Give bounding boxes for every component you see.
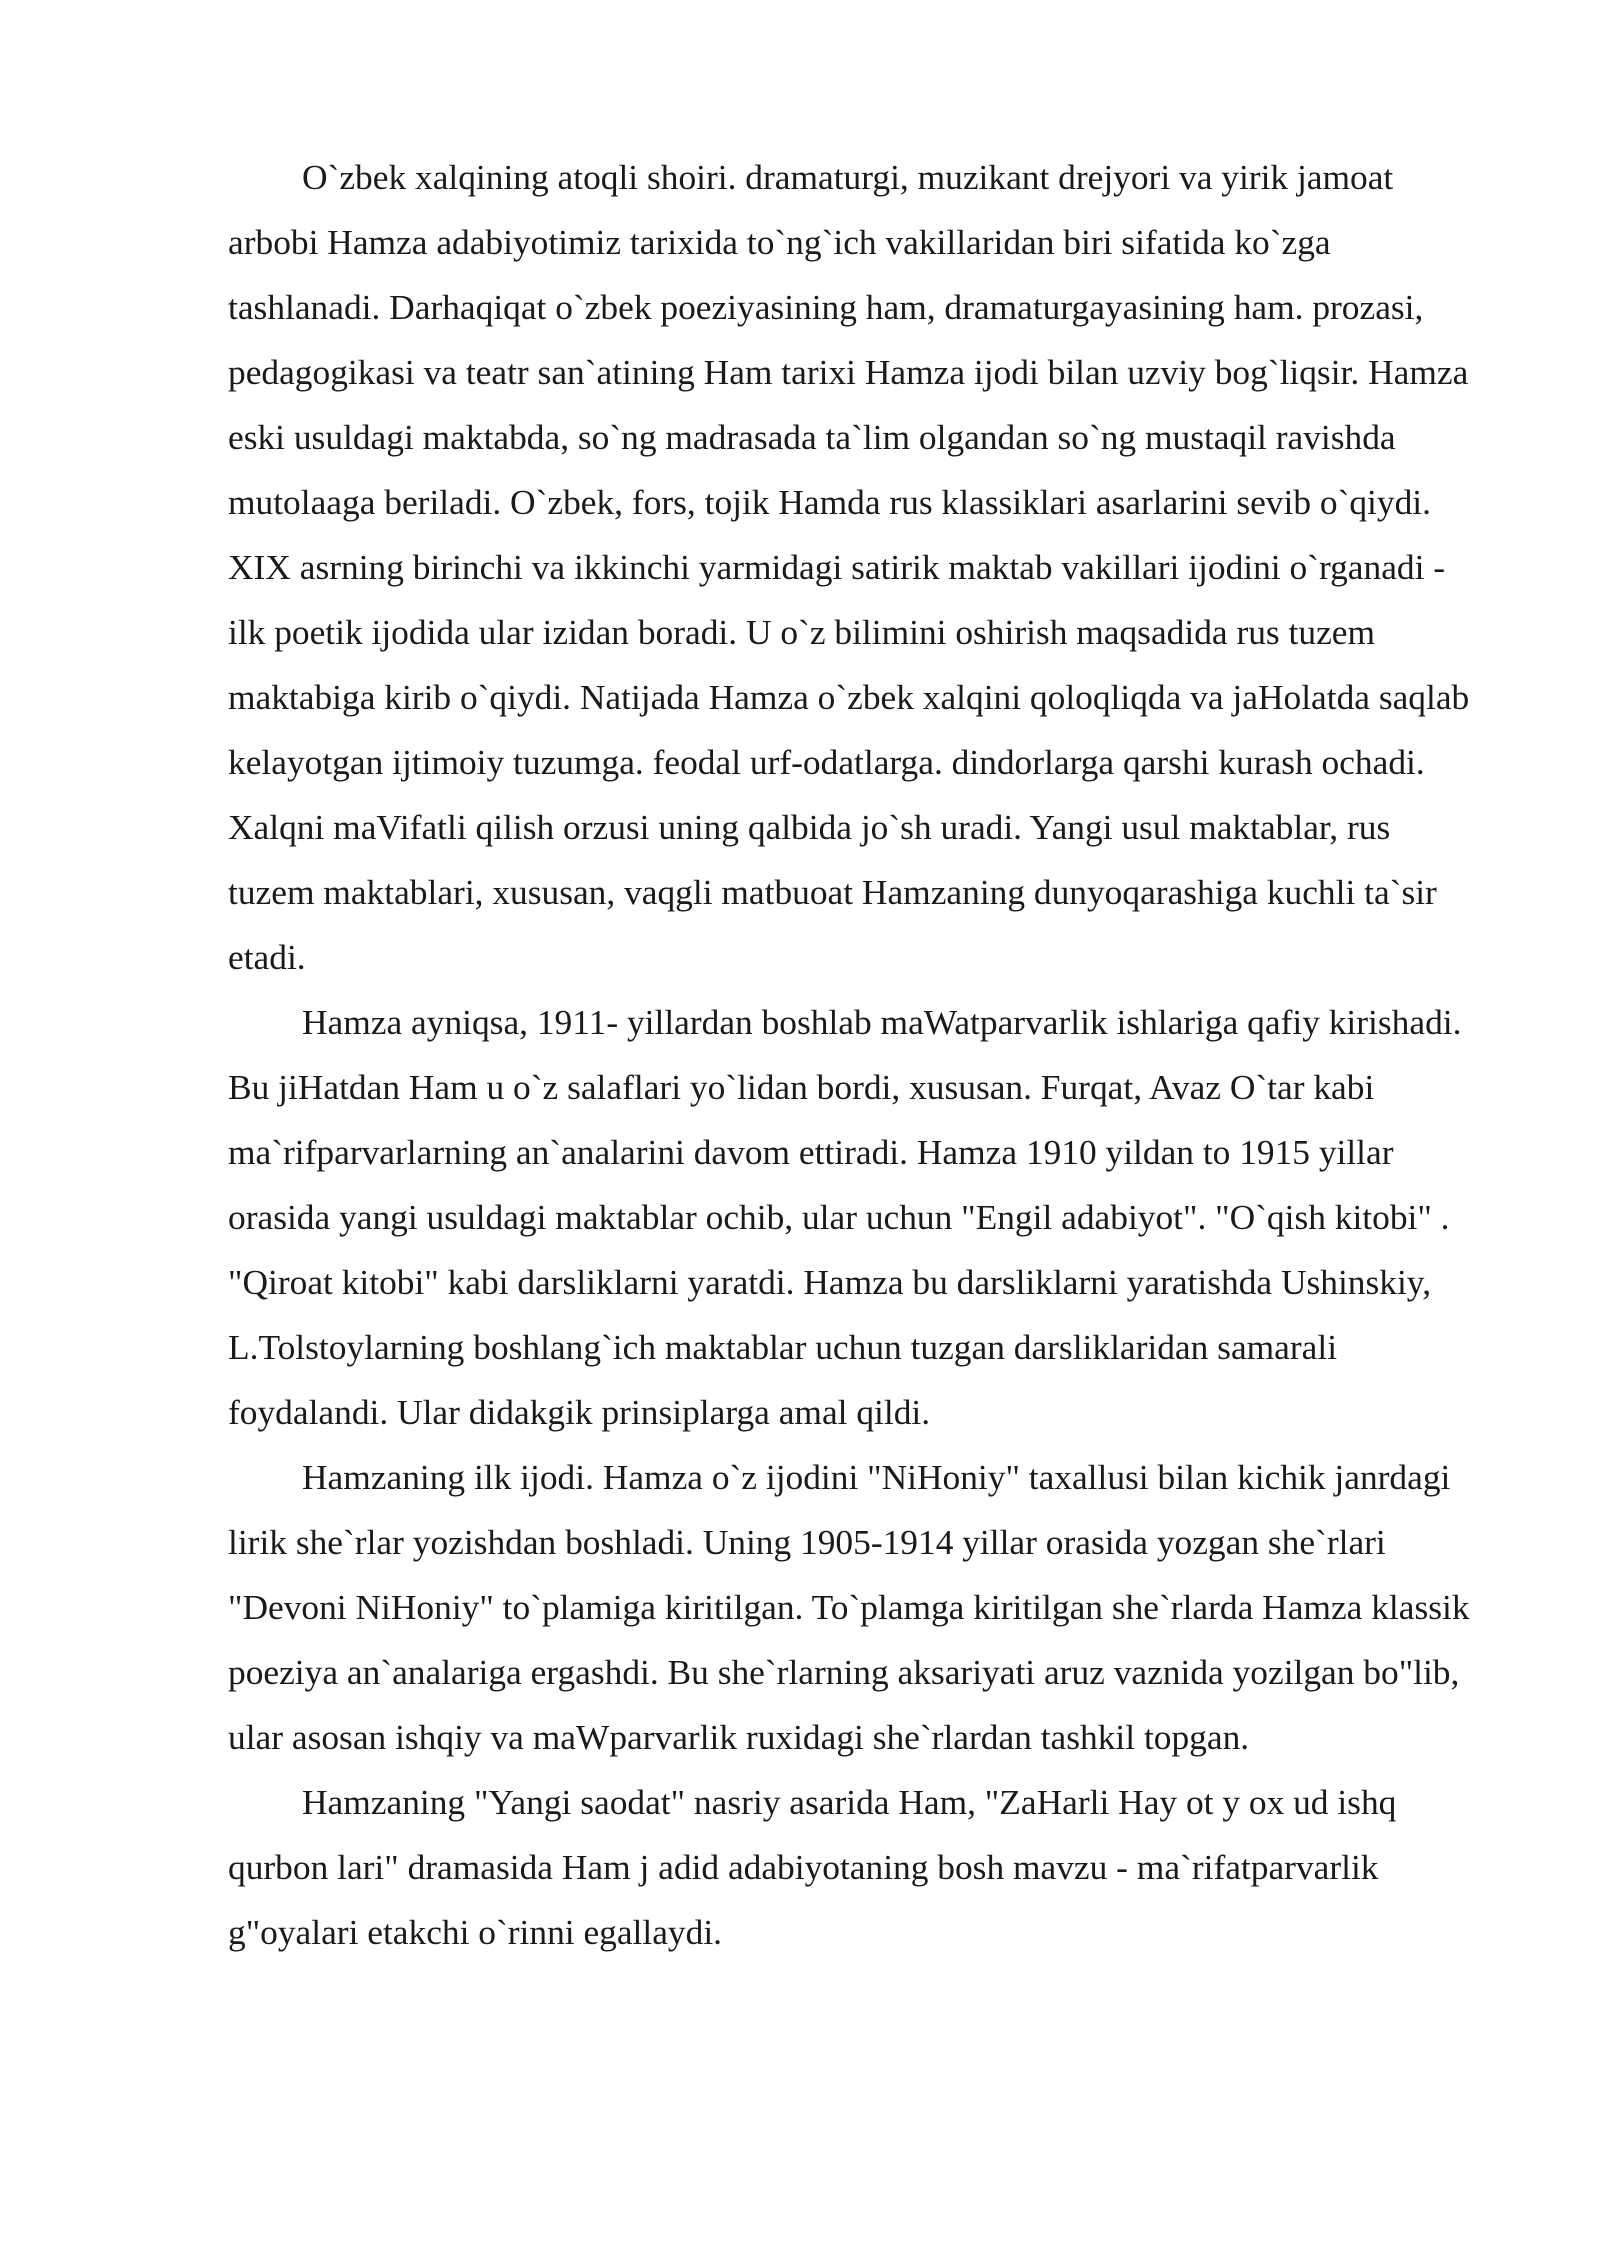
paragraph-hamza-introduction: O`zbek xalqining atoqli shoiri. dramaturgi, muzikant drejyori va yirik jamoat arbobi Hamza adabiyotimiz tarixida to`ng`ich vakillaridan biri sifatida ko`zga tashlanadi. Darhaqiqat o`zbek poeziyasining ham, dramaturgayasining ham. prozasi, pedagogikasi va teatr san`atining Ham tarixi Hamza ijodi bilan uzviy bog`liqsir. Hamza eski usuldagi maktabda, so`ng madrasada ta`lim olgandan so`ng mustaqil ravishda mutolaaga beriladi. O`zbek, fors, tojik Hamda rus klassiklari asarlarini sevib o`qiydi. XIX asrning birinchi va ikkinchi yarmidagi satirik maktab vakillari ijodini o`rganadi - ilk poetik ijodida ular izidan boradi. U o`z bilimini oshirish maqsadida rus tuzem maktabiga kirib o`qiydi. Natijada Hamza o`zbek xalqini qoloqliqda va jaHolatda saqlab kelayotgan ijtimoiy tuzumga. feodal urf-odatlarga. dindorlarga qarshi kurash ochadi. Xalqni maVifatli qilish orzusi uning qalbida jo`sh uradi. Yangi usul maktablar, rus tuzem maktablari, xususan, vaqgli matbuoat Hamzaning dunyoqarashiga kuchli ta`sir etadi.	[228, 157, 1479, 977]
paragraph-hamza-enlightenment-ideas: Hamzaning "Yangi saodat" nasriy asarida Ham, "ZaHarli Hay ot y ox ud ishq qurbon lari" dramasida Ham j adid adabiyotaning bosh mavzu - ma`rifatparvarlik g"oyalari etakchi o`rinni egallaydi.	[228, 1782, 1406, 1952]
body-text	[228, 145, 1479, 1965]
paragraph-hamza-schools: Hamza ayniqsa, 1911- yillardan boshlab maWatparvarlik ishlariga qafiy kirishadi. Bu jiHatdan Ham u o`z salaflari yo`lidan bordi, xususan. Furqat, Avaz O`tar kabi ma`rifparvarlarning an`analarini davom ettiradi. Hamza 1910 yildan to 1915 yillar orasida yangi usuldagi maktablar ochib, ular uchun "Engil adabiyot". "O`qish kitobi" . "Qiroat kitobi" kabi darsliklarni yaratdi. Hamza bu darsliklarni yaratishda Ushinskiy, L.Tolstoylarning boshlang`ich maktablar uchun tuzgan darsliklaridan samarali foydalandi. Ular didakgik prinsiplarga amal qildi.	[228, 1002, 1471, 1432]
paragraph-hamza-early-works: Hamzaning ilk ijodi. Hamza o`z ijodini "NiHoniy" taxallusi bilan kichik janrdagi lirik she`rlar yozishdan boshladi. Uning 1905-1914 yillar orasida yozgan she`rlari "Devoni NiHoniy" to`plamiga kiritilgan. To`plamga kiritilgan she`rlarda Hamza klassik poeziya an`analariga ergashdi. Bu she`rlarning aksariyati aruz vaznida yozilgan bo"lib, ular asosan ishqiy va maWparvarlik ruxidagi she`rlardan tashkil topgan.	[228, 1457, 1479, 1757]
